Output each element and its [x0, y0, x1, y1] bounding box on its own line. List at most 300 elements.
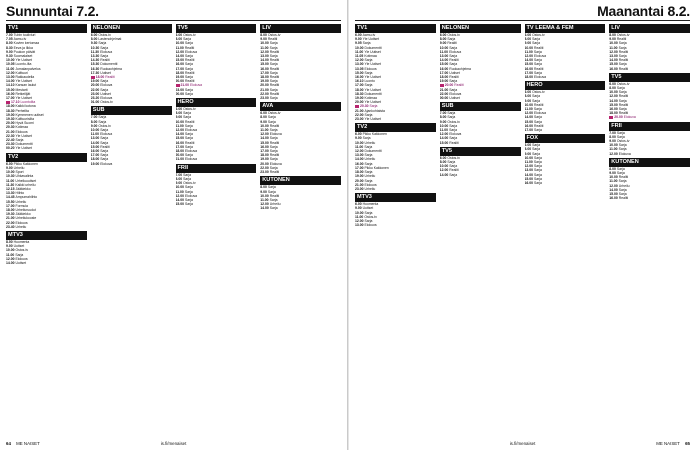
program-title: Sarja	[100, 128, 109, 133]
program-time: 6.00	[355, 132, 362, 137]
program-time: 10.00	[355, 140, 364, 145]
program-time: 18.00	[355, 87, 364, 92]
program-time: 10.00	[439, 123, 449, 128]
program-title: Uutiset	[15, 260, 27, 265]
program-title: Realiti	[267, 37, 278, 42]
program-time: 23.00	[260, 96, 269, 101]
program-title: Kulttuuri	[15, 70, 28, 75]
program-title: Huomenta	[13, 239, 30, 244]
program-title: Sarja	[98, 115, 107, 120]
program-title: Sarja	[534, 70, 542, 75]
left-header-rule	[6, 20, 341, 21]
program-time: 19.00	[439, 79, 449, 84]
program-time: 11.00	[355, 214, 364, 219]
program-time: 12.00	[175, 128, 184, 133]
program-title: Sarja	[618, 62, 627, 67]
program-row	[176, 202, 257, 206]
program-title: Huomenta	[362, 202, 379, 207]
program-time: 23.00	[355, 186, 364, 191]
program-list	[440, 111, 521, 145]
program-list	[525, 143, 606, 185]
program-time: 12.00	[175, 193, 184, 198]
program-row	[355, 187, 436, 191]
program-time: 13.05	[355, 66, 364, 71]
program-row	[525, 75, 606, 79]
program-time: 8.00	[90, 119, 98, 124]
program-title: Ostos-tv	[447, 33, 460, 37]
channel-header	[609, 158, 690, 167]
right-column	[355, 24, 436, 437]
channel-header	[355, 24, 436, 33]
program-time: 14.00	[355, 157, 364, 162]
program-time: 13.00	[439, 54, 449, 59]
program-title: Uutiset	[13, 244, 25, 249]
program-title: Realiti	[269, 75, 280, 80]
channel-header	[525, 81, 606, 90]
program-time: 21.00	[180, 83, 189, 88]
program-title: Rakkaudella	[15, 75, 35, 80]
program-time: 11.05	[355, 54, 364, 59]
program-title: Dokumentti	[364, 91, 382, 96]
program-time: 23.20	[90, 96, 100, 101]
program-time: 18.00	[355, 170, 364, 175]
program-row	[355, 117, 436, 121]
program-title: Uutiset	[449, 96, 460, 101]
program-title: Sarja	[449, 164, 458, 169]
program-time: 10.00	[6, 248, 15, 253]
program-list	[6, 162, 87, 229]
program-time: 12.00	[609, 94, 618, 99]
program-time: 16.00	[175, 62, 184, 67]
program-title: Elokuva	[100, 96, 113, 101]
program-title: Sarja	[618, 192, 627, 197]
program-title: Urheilu	[13, 165, 25, 170]
program-title: Ostos-tv	[183, 33, 196, 37]
program-time: 17.00	[524, 70, 533, 75]
program-title: Sarja	[618, 107, 627, 112]
program-title: Sarja	[532, 94, 541, 99]
channel-block	[6, 153, 87, 229]
program-title: Realiti	[618, 58, 629, 63]
program-time: 7.00	[90, 115, 98, 120]
program-title: Sarja	[185, 75, 193, 80]
program-title: Sarja	[532, 143, 541, 148]
channel-block	[609, 73, 690, 120]
program-time: 23.00	[260, 170, 269, 175]
program-time: 13.00	[90, 136, 100, 141]
program-time: 15.00	[609, 62, 618, 67]
program-time: 17.00	[355, 165, 364, 170]
program-title: Ostos-tv	[364, 214, 377, 219]
program-time: 18.00	[175, 70, 184, 75]
program-time: 8.00	[260, 185, 267, 190]
program-time: 10.00	[355, 210, 364, 215]
program-title: Yle Uutiset	[364, 49, 381, 54]
program-title: Sarja	[183, 176, 192, 181]
program-time: 9.00	[609, 37, 616, 42]
program-title: Realiti	[618, 49, 629, 54]
program-row	[176, 92, 257, 96]
program-title: Elokuva	[364, 223, 377, 228]
program-time: 16.00	[609, 107, 618, 112]
program-time: 10.00	[524, 102, 533, 107]
program-title: Ostos-tv	[616, 33, 630, 37]
program-title: Urheilu	[269, 202, 281, 207]
program-time: 12.00	[260, 202, 269, 207]
program-time: 9.00	[609, 171, 616, 176]
program-title: Realiti	[269, 123, 280, 128]
program-title: Sarja	[533, 160, 542, 165]
program-row	[91, 100, 172, 104]
program-time: 20.00	[260, 161, 269, 166]
program-title: Elokuva	[623, 115, 636, 120]
program-time: 14.00	[609, 98, 618, 103]
program-title: Sarja	[364, 83, 373, 88]
program-time: 9.05	[355, 41, 362, 46]
program-time: 18.00	[524, 75, 533, 80]
program-title: Elokuva	[269, 132, 282, 137]
channel-block	[609, 24, 690, 71]
channel-block	[525, 24, 606, 79]
program-time: 17.00	[6, 203, 15, 208]
channel-header	[176, 98, 257, 107]
program-title: Sarja	[100, 140, 109, 145]
program-time: 10.00	[260, 193, 269, 198]
channel-block	[525, 134, 606, 185]
program-time: 6.00	[524, 33, 532, 37]
program-time: 14.30	[90, 58, 100, 63]
program-title: Sarja	[364, 144, 373, 149]
channel-block	[176, 98, 257, 162]
channel-header	[260, 176, 341, 185]
program-time: 11.00	[90, 132, 100, 137]
program-row	[609, 152, 690, 156]
program-list	[6, 33, 87, 151]
program-time: 11.00	[524, 160, 533, 165]
channel-block	[176, 24, 257, 96]
program-time: 10.30	[6, 174, 15, 179]
program-time: 18.00	[6, 207, 15, 212]
program-time: 12.00	[355, 149, 364, 154]
program-title: Jääkiekko	[15, 186, 31, 191]
program-title: Dokumentti	[15, 142, 33, 147]
program-list	[260, 111, 341, 174]
program-title: Sarja	[534, 168, 542, 173]
program-time: 12.00	[355, 58, 364, 63]
channel-name: NELONEN	[441, 25, 470, 31]
program-time: 15.00	[175, 202, 184, 207]
program-title: Kaikki urheilu	[15, 182, 36, 187]
program-time: 14.00	[609, 58, 618, 63]
right-listing-columns	[355, 24, 690, 437]
program-time: 19.00	[175, 75, 184, 80]
program-time: 14.00	[439, 172, 449, 177]
program-time: 8.00	[6, 239, 13, 244]
program-row	[440, 173, 521, 177]
program-title: Realiti	[618, 94, 629, 99]
program-title: Realiti	[100, 58, 110, 63]
program-title: Kaikki kotona	[15, 104, 36, 109]
program-time: 8.00	[439, 160, 447, 165]
program-title: Jääkiekko	[15, 212, 31, 217]
program-title: Elokuva	[15, 129, 28, 134]
channel-name: TV1	[357, 25, 368, 31]
program-time: 20.30	[360, 104, 369, 109]
program-list	[91, 115, 172, 165]
program-title: Realiti	[269, 58, 280, 63]
program-time: 19.00	[90, 79, 100, 84]
program-time: 8.00	[524, 147, 532, 152]
program-time: 21.00	[260, 87, 269, 92]
program-time: 17.00	[175, 66, 184, 71]
program-time: 10.00	[260, 41, 269, 46]
channel-name: TV5	[441, 147, 453, 154]
program-title: Sarja	[185, 41, 193, 46]
program-title: Sarja	[185, 132, 193, 137]
program-title: Ostos-tv	[532, 33, 545, 37]
program-time: 15.00	[609, 192, 618, 197]
program-title: Sarja	[364, 218, 373, 223]
program-list	[355, 33, 436, 121]
program-time: 21.00	[355, 108, 364, 113]
program-time: 18.00	[95, 75, 105, 80]
program-time: 23.30	[6, 142, 15, 147]
program-title: Urheilukooste	[15, 216, 37, 221]
program-time: 9.00	[6, 165, 13, 170]
program-title: Sarja	[532, 151, 541, 156]
program-title: Realiti	[454, 83, 464, 88]
program-title: Elokuva	[100, 161, 113, 166]
right-footer-url: is.fi/menaiset	[509, 440, 536, 446]
right-page	[349, 0, 696, 450]
program-time: 9.00	[524, 98, 532, 103]
program-list	[609, 131, 690, 156]
channel-name: SUB	[92, 107, 105, 114]
program-title: Elokuva	[269, 161, 282, 166]
program-title: Realiti	[269, 91, 280, 96]
program-title: Sarja	[616, 166, 625, 171]
program-title: Realiti	[449, 58, 459, 63]
program-title: Sarja	[100, 79, 109, 84]
program-time: 9.00	[260, 189, 267, 194]
program-title: Elokuva	[185, 49, 198, 54]
program-title: Sarja	[618, 179, 627, 184]
program-title: Sarja	[618, 187, 627, 192]
program-title: Sarja	[183, 115, 192, 120]
program-list	[609, 167, 690, 201]
program-title: Uutiset	[100, 70, 111, 75]
program-time: 15.00	[355, 70, 364, 75]
program-title: Sarja	[533, 49, 542, 54]
program-time: 8.30	[6, 45, 13, 50]
program-title: Sarja	[183, 37, 192, 42]
program-title: Sarja	[534, 164, 542, 169]
program-title: Realiti	[449, 140, 459, 145]
program-title: Elokuva	[100, 49, 113, 54]
program-time: 16.30	[90, 66, 100, 71]
program-time: 23.00	[355, 117, 364, 122]
program-time: 17.00	[90, 153, 100, 158]
program-title: Sarja	[269, 128, 278, 133]
program-title: Sarja	[269, 197, 278, 202]
program-time: 13.30	[6, 191, 15, 196]
channel-header	[525, 134, 606, 143]
program-time: 10.05	[6, 62, 15, 67]
channel-name: KUTONEN	[611, 158, 639, 165]
program-time: 16.00	[6, 91, 15, 96]
program-title: Luonto	[364, 79, 375, 84]
program-time: 17.00	[355, 83, 364, 88]
program-title: Yle Uutiset	[364, 87, 381, 92]
program-time: 8.00	[609, 166, 616, 171]
channel-block	[440, 102, 521, 145]
program-title: Elokuva	[449, 132, 462, 137]
program-title: Elokuva	[185, 149, 198, 154]
program-title: Aamu-tv	[362, 33, 376, 37]
program-time: 7.00	[439, 111, 447, 116]
program-title: Sarja	[185, 153, 193, 158]
program-title: Sarja	[618, 98, 627, 103]
program-title: Luontoilta	[20, 100, 36, 105]
program-time: 9.30	[90, 41, 98, 46]
program-time: 6.00	[439, 155, 447, 160]
left-column	[260, 24, 341, 437]
program-time: 15.50	[6, 199, 15, 204]
program-title: Elokuva	[185, 157, 198, 162]
program-title: Tubin tuuliviuri	[13, 33, 36, 37]
program-title: Sarja	[618, 41, 627, 46]
program-title: Sarja	[185, 197, 193, 202]
program-time: 19.00	[355, 174, 364, 179]
program-title: Sarja	[269, 144, 278, 149]
program-time: 23.40	[6, 224, 15, 229]
channel-header	[6, 231, 87, 240]
right-header-rule	[355, 20, 690, 21]
program-time: 15.00	[524, 119, 533, 124]
program-time: 21.00	[175, 157, 184, 162]
program-time: 10.00	[175, 41, 184, 46]
program-title: Kuvien kertomaa	[13, 41, 40, 46]
program-title: Formula	[15, 203, 28, 208]
program-time: 10.00	[609, 41, 618, 46]
right-day-title: Maanantai 8.2.	[597, 3, 690, 19]
program-time: 16.00	[439, 66, 449, 71]
program-time: 6.00	[260, 111, 267, 116]
program-row	[260, 170, 341, 174]
program-time: 16.00	[175, 140, 184, 145]
program-time: 6.00	[90, 33, 98, 37]
program-title: Sarja	[269, 54, 278, 59]
program-title: Sarja	[534, 115, 542, 120]
program-title: Urheilu	[618, 183, 630, 188]
program-title: Sarja	[184, 189, 193, 194]
program-time: 10.00	[609, 143, 618, 148]
program-time: 15.00	[609, 102, 618, 107]
program-time: 11.00	[6, 178, 15, 183]
program-time: 15.00	[524, 62, 533, 67]
program-title: Ampumahiihto	[15, 195, 38, 200]
program-time: 20.00	[175, 153, 184, 158]
program-title: Uutiset	[449, 70, 460, 75]
program-title: Realiti	[618, 102, 629, 107]
program-title: Sarja	[616, 134, 625, 139]
channel-header	[91, 24, 172, 33]
program-title: Sarja	[618, 147, 627, 152]
program-title: Sarja	[534, 155, 542, 160]
program-title: Perheilta	[15, 108, 29, 113]
program-title: Elokuva	[534, 54, 547, 59]
channel-header	[260, 102, 341, 111]
channel-name: FRII	[177, 164, 189, 171]
program-title: Ostos-tv	[267, 111, 281, 116]
program-title: Sarja	[447, 115, 456, 120]
program-time: 11.00	[524, 49, 533, 54]
program-title: Realiti	[534, 66, 544, 71]
program-title: Urheiluruudut	[15, 207, 36, 212]
channel-block	[260, 102, 341, 174]
program-title: Sarja	[269, 70, 278, 75]
program-time: 8.00	[439, 115, 447, 120]
program-title: Sarja	[362, 136, 371, 141]
program-time: 15.00	[524, 176, 533, 181]
program-time: 20.00	[90, 83, 100, 88]
channel-header	[609, 122, 690, 131]
program-title: Jumalanpalvelus	[15, 66, 41, 71]
channel-header	[440, 147, 521, 156]
program-time: 21.00	[439, 87, 449, 92]
channel-block	[260, 176, 341, 210]
program-title: Dokumentti	[364, 45, 382, 50]
program-list	[609, 82, 690, 120]
left-day-title: Sunnuntai 7.2.	[6, 3, 99, 19]
program-time: 23.00	[90, 91, 100, 96]
program-time: 12.00	[175, 49, 184, 54]
program-title: Realiti	[185, 119, 195, 124]
program-list	[525, 33, 606, 79]
program-time: 19.00	[90, 161, 100, 166]
program-time: 10.00	[439, 164, 449, 169]
program-time: 23.00	[175, 87, 184, 92]
program-title: Dokumentti	[100, 62, 118, 67]
program-row	[609, 115, 690, 119]
program-title: Elokuva	[185, 193, 198, 198]
program-time: 12.00	[6, 70, 15, 75]
channel-name: TV2	[8, 153, 19, 160]
program-list	[609, 33, 690, 71]
program-time: 16.00	[260, 66, 269, 71]
program-time: 6.00	[355, 33, 362, 37]
program-time: 8.00	[609, 33, 616, 37]
program-title: Sarja	[534, 172, 542, 177]
program-time: 16.00	[355, 161, 364, 166]
program-title: Elokuva	[100, 132, 113, 137]
program-row	[6, 225, 87, 229]
program-list	[355, 202, 436, 227]
program-time: 8.00	[439, 37, 447, 42]
program-title: Realiti	[269, 170, 280, 175]
program-time: 8.00	[609, 134, 616, 139]
program-time: 15.00	[90, 144, 100, 149]
program-time: 15.00	[175, 136, 184, 141]
program-time: 14.00	[524, 115, 533, 120]
program-time: 20.00	[175, 79, 184, 84]
program-time: 14.00	[90, 140, 100, 145]
program-time: 20.30	[6, 125, 15, 130]
program-time: 11.00	[6, 66, 15, 71]
program-title: Realiti	[449, 168, 459, 173]
program-list	[176, 33, 257, 96]
program-time: 19.30	[6, 117, 15, 122]
